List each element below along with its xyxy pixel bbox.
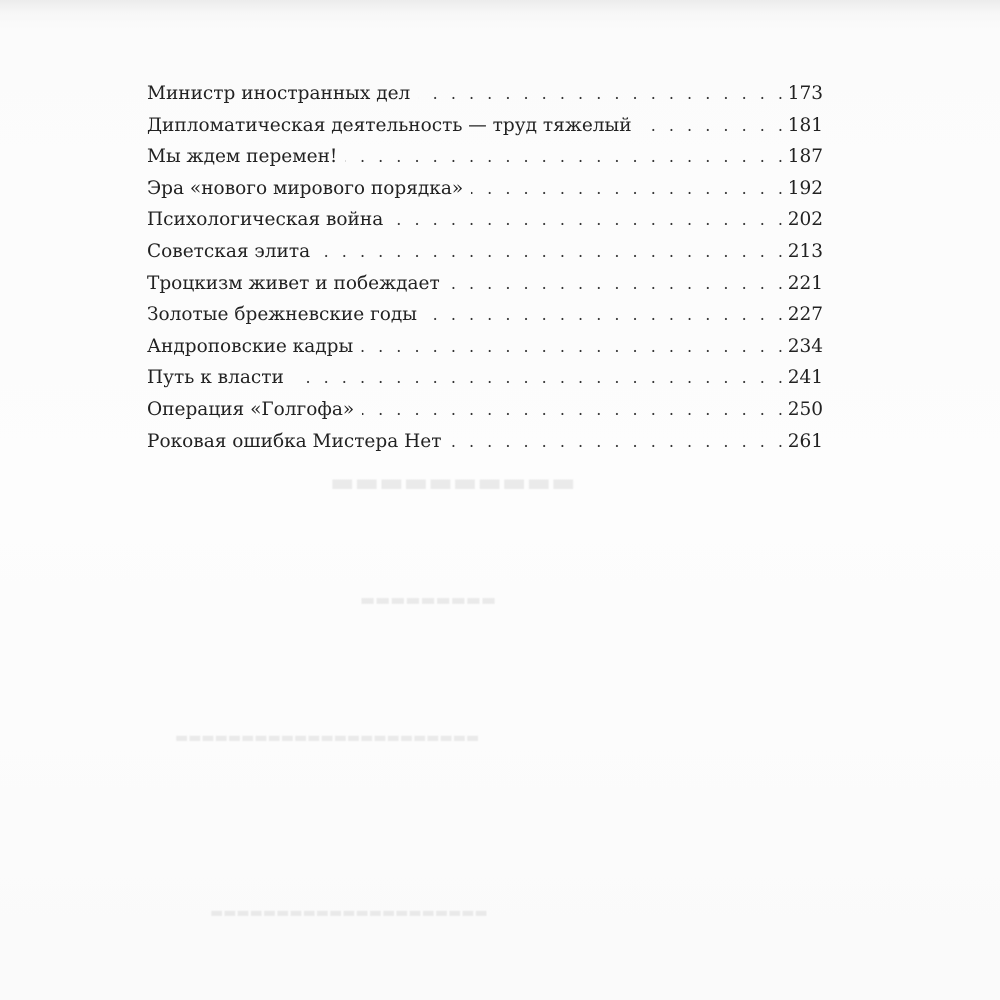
page-top-edge <box>0 0 1000 22</box>
toc-entry-page: 234 <box>787 335 823 357</box>
toc-entry-page: 250 <box>787 398 823 420</box>
toc-dot-leader <box>318 236 783 268</box>
toc-entry-page: 227 <box>787 304 823 326</box>
toc-dot-leader <box>471 173 783 205</box>
toc-entry <box>147 110 823 142</box>
toc-dot-leader <box>640 110 783 142</box>
toc-dot-leader <box>448 268 783 300</box>
show-through-text: ▬▬▬▬▬▬▬▬▬▬ <box>330 468 576 498</box>
toc-entry-title: Мы ждем перемен! <box>147 146 338 168</box>
toc-entry <box>147 331 823 363</box>
toc-dot-leader <box>418 78 783 110</box>
table-of-contents <box>147 78 823 457</box>
toc-dot-leader <box>362 394 783 426</box>
show-through-text: ▬▬▬▬▬▬▬▬▬▬▬▬▬▬▬▬▬▬▬▬▬ <box>210 905 488 921</box>
toc-dot-leader <box>391 204 783 236</box>
toc-entry-page: 187 <box>787 146 823 168</box>
toc-entry-title: Путь к власти <box>147 367 284 389</box>
toc-entry-page: 173 <box>787 83 823 104</box>
toc-entry-title: Троцкизм живет и побеждает <box>147 272 440 294</box>
toc-entry-title: Психологическая война <box>147 209 384 231</box>
toc-entry-title: Эра «нового мирового порядка» <box>147 177 464 199</box>
toc-entry-page: 261 <box>787 430 823 452</box>
toc-entry-title: Роковая ошибка Мистера Нет <box>147 430 442 452</box>
toc-entry-page: 181 <box>787 114 823 136</box>
toc-entry-page: 221 <box>787 272 823 294</box>
toc-entry-page: 241 <box>787 367 823 389</box>
toc-entry-title: Андроповские кадры <box>147 335 354 357</box>
toc-entry-page: 192 <box>787 177 823 199</box>
toc-entry <box>147 204 823 236</box>
show-through-text: ▬▬▬▬▬▬▬▬▬▬▬▬▬▬▬▬▬▬▬▬▬▬▬ <box>175 730 480 746</box>
toc-entry-title: Операция «Голгофа» <box>147 398 355 420</box>
toc-entry <box>147 426 823 458</box>
toc-entry-title: Министр иностранных дел <box>147 83 411 104</box>
toc-dot-leader <box>449 426 783 458</box>
toc-entry <box>147 362 823 394</box>
toc-entry <box>147 78 823 110</box>
show-through-text: ▬▬▬▬▬▬▬▬▬ <box>360 590 497 609</box>
toc-entry <box>147 173 823 205</box>
toc-entry <box>147 394 823 426</box>
toc-entry <box>147 299 823 331</box>
toc-dot-leader <box>361 331 783 363</box>
toc-entry <box>147 236 823 268</box>
toc-dot-leader <box>345 141 783 173</box>
toc-dot-leader <box>425 299 783 331</box>
toc-entry <box>147 268 823 300</box>
toc-entry-title: Золотые брежневские годы <box>147 304 418 326</box>
toc-entry-title: Советская элита <box>147 240 311 262</box>
toc-entry-page: 213 <box>787 240 823 262</box>
toc-entry <box>147 141 823 173</box>
toc-entry-page: 202 <box>787 209 823 231</box>
toc-dot-leader <box>292 362 783 394</box>
toc-entry-title: Дипломатическая деятельность — труд тяжелый <box>147 114 632 136</box>
